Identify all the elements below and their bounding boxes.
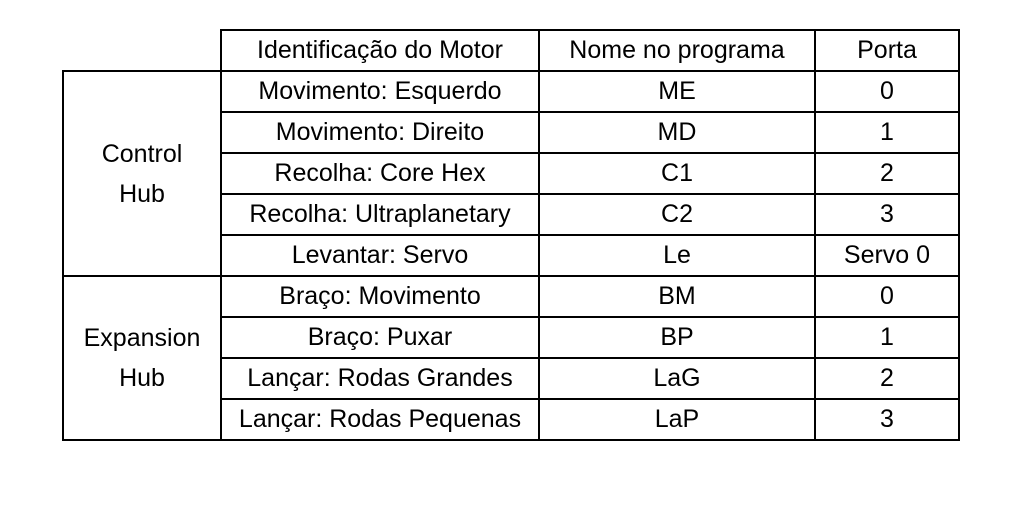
header-blank-cell — [63, 30, 221, 71]
group-name-line2: Hub — [119, 179, 165, 208]
motor-ident-cell: Braço: Movimento — [221, 276, 539, 317]
motor-ident-cell: Levantar: Servo — [221, 235, 539, 276]
program-name-cell: LaG — [539, 358, 815, 399]
group-cell-control-hub — [63, 71, 221, 276]
motor-ident-cell: Recolha: Core Hex — [221, 153, 539, 194]
program-name-cell: ME — [539, 71, 815, 112]
header-port: Porta — [815, 30, 959, 71]
motor-ident-cell: Lançar: Rodas Grandes — [221, 358, 539, 399]
port-cell: 2 — [815, 153, 959, 194]
group-name-line1: Expansion — [83, 324, 201, 352]
port-cell: 3 — [815, 399, 959, 440]
motor-ident-cell: Braço: Puxar — [221, 317, 539, 358]
program-name-cell: MD — [539, 112, 815, 153]
motor-ident-cell: Movimento: Direito — [221, 112, 539, 153]
program-name-cell: C1 — [539, 153, 815, 194]
program-name-cell: LaP — [539, 399, 815, 440]
table-row — [63, 71, 959, 112]
group-cell-expansion-hub — [63, 276, 221, 440]
group-name-line1: Control — [101, 139, 183, 168]
header-row — [63, 30, 959, 71]
motor-ident-cell: Movimento: Esquerdo — [221, 71, 539, 112]
program-name-cell: C2 — [539, 194, 815, 235]
motor-table-body — [63, 30, 959, 440]
port-cell: 0 — [815, 276, 959, 317]
header-program-name: Nome no programa — [539, 30, 815, 71]
motor-table — [62, 29, 960, 441]
port-cell: 2 — [815, 358, 959, 399]
port-cell: Servo 0 — [815, 235, 959, 276]
program-name-cell: BM — [539, 276, 815, 317]
motor-ident-cell: Lançar: Rodas Pequenas — [221, 399, 539, 440]
motor-ident-cell: Recolha: Ultraplanetary — [221, 194, 539, 235]
port-cell: 1 — [815, 112, 959, 153]
port-cell: 0 — [815, 71, 959, 112]
port-cell: 3 — [815, 194, 959, 235]
program-name-cell: BP — [539, 317, 815, 358]
port-cell: 1 — [815, 317, 959, 358]
header-identification: Identificação do Motor — [221, 30, 539, 71]
program-name-cell: Le — [539, 235, 815, 276]
table-row — [63, 276, 959, 317]
group-name-line2: Hub — [119, 364, 165, 392]
